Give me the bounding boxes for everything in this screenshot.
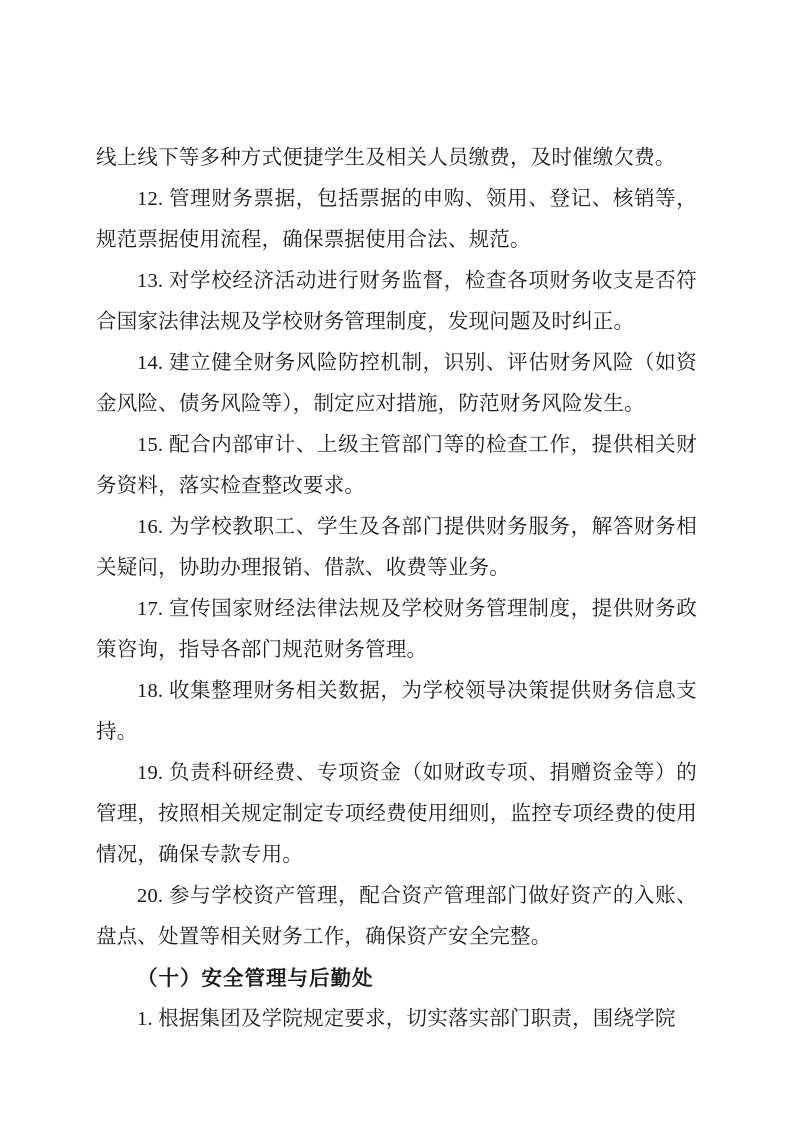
paragraph-item-17: 17. 宣传国家财经法律法规及学校财务管理制度，提供财务政策咨询，指导各部门规范财务管理。 [96, 598, 697, 661]
paragraph-item-12: 12. 管理财务票据，包括票据的申购、领用、登记、核销等，规范票据使用流程，确保票据使用合法、规范。 [96, 188, 697, 251]
paragraph-item-18: 18. 收集整理财务相关数据，为学校领导决策提供财务信息支持。 [96, 680, 697, 743]
paragraph-item-20: 20. 参与学校资产管理，配合资产管理部门做好资产的入账、盘点、处置等相关财务工作，确保资产安全完整。 [96, 885, 697, 948]
document-body [96, 138, 697, 1040]
paragraph-continuation: 线上线下等多种方式便捷学生及相关人员缴费，及时催缴欠费。 [96, 147, 676, 169]
section-heading-ten: （十）安全管理与后勤处 [137, 967, 374, 990]
paragraph-item-14: 14. 建立健全财务风险防控机制，识别、评估财务风险（如资金风险、债务风险等），制定应对措施，防范财务风险发生。 [96, 352, 697, 415]
paragraph-item-16: 16. 为学校教职工、学生及各部门提供财务服务，解答财务相关疑问，协助办理报销、借款、收费等业务。 [96, 516, 697, 579]
paragraph-item-15: 15. 配合内部审计、上级主管部门等的检查工作，提供相关财务资料，落实检查整改要求。 [96, 434, 697, 497]
paragraph-item-19: 19. 负责科研经费、专项资金（如财政专项、捐赠资金等）的管理，按照相关规定制定专项经费使用细则，监控专项经费的使用情况，确保专款专用。 [96, 762, 697, 866]
paragraph-item-1: 1. 根据集团及学院规定要求，切实落实部门职责，围绕学院 [137, 1008, 676, 1030]
paragraph-item-13: 13. 对学校经济活动进行财务监督，检查各项财务收支是否符合国家法律法规及学校财务管理制度，发现问题及时纠正。 [96, 270, 697, 333]
